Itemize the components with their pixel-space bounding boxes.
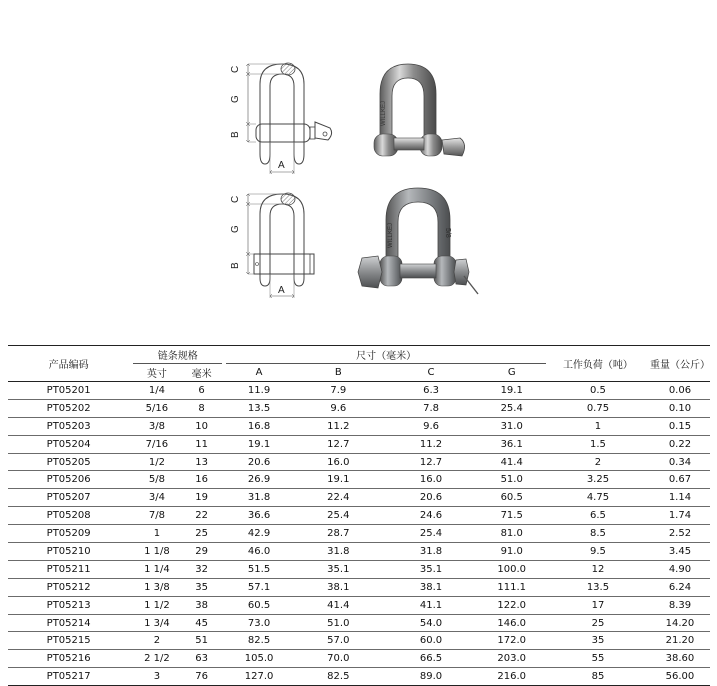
- cell-dim-b: 82.5: [292, 668, 385, 686]
- cell-product-code: PT05214: [8, 614, 129, 632]
- shackle-photo-bolt-nut: [356, 184, 486, 300]
- cell-dim-c: 31.8: [385, 543, 478, 561]
- label-a: A: [278, 285, 285, 296]
- cell-weight: 2.52: [650, 525, 710, 543]
- cell-dim-g: 146.0: [477, 614, 546, 632]
- header-mm: 毫米: [191, 369, 212, 380]
- cell-product-code: PT05217: [8, 668, 129, 686]
- cell-inch: 5/16: [133, 399, 181, 417]
- cell-dim-b: 19.1: [292, 471, 385, 489]
- cell-dim-b: 51.0: [292, 614, 385, 632]
- cell-weight: 6.24: [650, 578, 710, 596]
- cell-dim-g: 91.0: [477, 543, 546, 561]
- cell-dim-c: 54.0: [385, 614, 478, 632]
- cell-dim-a: 105.0: [226, 650, 292, 668]
- specification-table: [8, 345, 710, 686]
- cell-working-load: 25: [550, 614, 646, 632]
- cell-dim-a: 73.0: [226, 614, 292, 632]
- cell-dim-c: 66.5: [385, 650, 478, 668]
- table-row: [8, 399, 710, 417]
- cell-mm: 16: [181, 471, 223, 489]
- cell-working-load: 35: [550, 632, 646, 650]
- cell-working-load: 2: [550, 453, 646, 471]
- cell-dim-g: 81.0: [477, 525, 546, 543]
- cell-dim-a: 46.0: [226, 543, 292, 561]
- cell-dim-c: 25.4: [385, 525, 478, 543]
- cell-mm: 76: [181, 668, 223, 686]
- cell-dim-g: 60.5: [477, 489, 546, 507]
- cell-dim-a: 19.1: [226, 435, 292, 453]
- cell-working-load: 55: [550, 650, 646, 668]
- cell-mm: 10: [181, 417, 223, 435]
- cell-weight: 3.45: [650, 543, 710, 561]
- cell-weight: 1.74: [650, 507, 710, 525]
- table-row: [8, 543, 710, 561]
- table-row: [8, 489, 710, 507]
- cell-dim-a: 60.5: [226, 596, 292, 614]
- cell-dim-b: 41.4: [292, 596, 385, 614]
- cell-product-code: PT05201: [8, 382, 129, 400]
- cell-dim-b: 22.4: [292, 489, 385, 507]
- cell-working-load: 13.5: [550, 578, 646, 596]
- cell-product-code: PT05205: [8, 453, 129, 471]
- cell-working-load: 0.5: [550, 382, 646, 400]
- cell-inch: 3: [133, 668, 181, 686]
- cell-inch: 1 1/4: [133, 560, 181, 578]
- cell-dim-b: 31.8: [292, 543, 385, 561]
- cell-dim-g: 41.4: [477, 453, 546, 471]
- cell-dim-c: 11.2: [385, 435, 478, 453]
- cell-dim-g: 19.1: [477, 382, 546, 400]
- label-c: C: [230, 195, 241, 203]
- cell-dim-c: 7.8: [385, 399, 478, 417]
- cell-inch: 1: [133, 525, 181, 543]
- cell-product-code: PT05207: [8, 489, 129, 507]
- cell-dim-a: 16.8: [226, 417, 292, 435]
- label-c: C: [230, 65, 241, 73]
- cell-working-load: 4.75: [550, 489, 646, 507]
- cell-dim-b: 9.6: [292, 399, 385, 417]
- cell-weight: 8.39: [650, 596, 710, 614]
- cell-dim-a: 11.9: [226, 382, 292, 400]
- cell-inch: 2 1/2: [133, 650, 181, 668]
- cell-dim-a: 82.5: [226, 632, 292, 650]
- cell-product-code: PT05213: [8, 596, 129, 614]
- cell-dim-c: 35.1: [385, 560, 478, 578]
- cell-dim-a: 20.6: [226, 453, 292, 471]
- cell-product-code: PT05202: [8, 399, 129, 417]
- cell-mm: 8: [181, 399, 223, 417]
- cell-mm: 6: [181, 382, 223, 400]
- cell-working-load: 3.25: [550, 471, 646, 489]
- cell-dim-g: 31.0: [477, 417, 546, 435]
- cell-product-code: PT05211: [8, 560, 129, 578]
- table-row: [8, 668, 710, 686]
- cell-dim-g: 216.0: [477, 668, 546, 686]
- cell-working-load: 1: [550, 417, 646, 435]
- table-header: [8, 346, 710, 382]
- cell-working-load: 85: [550, 668, 646, 686]
- cell-mm: 38: [181, 596, 223, 614]
- label-b: B: [230, 131, 241, 138]
- cell-product-code: PT05216: [8, 650, 129, 668]
- cell-mm: 32: [181, 560, 223, 578]
- cell-dim-a: 57.1: [226, 578, 292, 596]
- cell-dim-c: 60.0: [385, 632, 478, 650]
- cell-mm: 11: [181, 435, 223, 453]
- cell-product-code: PT05212: [8, 578, 129, 596]
- cell-weight: 0.10: [650, 399, 710, 417]
- cell-dim-g: 111.1: [477, 578, 546, 596]
- size-mark: 5/8: [444, 228, 451, 238]
- cell-inch: 1 3/4: [133, 614, 181, 632]
- table-row: [8, 417, 710, 435]
- cell-dim-a: 51.5: [226, 560, 292, 578]
- table-row: [8, 632, 710, 650]
- cell-dim-a: 127.0: [226, 668, 292, 686]
- table-row: [8, 382, 710, 400]
- shackle-diagram-round-pin: [226, 56, 344, 176]
- cell-dim-c: 9.6: [385, 417, 478, 435]
- cell-dim-c: 41.1: [385, 596, 478, 614]
- cell-weight: 4.90: [650, 560, 710, 578]
- cell-dim-b: 35.1: [292, 560, 385, 578]
- header-col-a: A: [255, 367, 263, 378]
- header-chain-spec: 链条规格: [133, 346, 222, 364]
- cell-mm: 29: [181, 543, 223, 561]
- cell-dim-a: 13.5: [226, 399, 292, 417]
- label-g: G: [230, 95, 241, 103]
- cell-dim-b: 70.0: [292, 650, 385, 668]
- cell-dim-c: 12.7: [385, 453, 478, 471]
- cell-weight: 1.14: [650, 489, 710, 507]
- cell-weight: 0.06: [650, 382, 710, 400]
- cell-dim-b: 57.0: [292, 632, 385, 650]
- table-row: [8, 507, 710, 525]
- header-dimensions: 尺寸（毫米）: [226, 346, 546, 364]
- cell-mm: 22: [181, 507, 223, 525]
- cell-inch: 5/8: [133, 471, 181, 489]
- table-body: [8, 382, 710, 686]
- cell-product-code: PT05208: [8, 507, 129, 525]
- cell-dim-g: 100.0: [477, 560, 546, 578]
- cell-dim-b: 16.0: [292, 453, 385, 471]
- header-inch: 英寸: [146, 369, 167, 380]
- cell-inch: 1 1/8: [133, 543, 181, 561]
- cell-dim-b: 38.1: [292, 578, 385, 596]
- table-row: [8, 525, 710, 543]
- cell-dim-c: 20.6: [385, 489, 478, 507]
- cell-weight: 56.00: [650, 668, 710, 686]
- table-row: [8, 596, 710, 614]
- cell-working-load: 8.5: [550, 525, 646, 543]
- cell-weight: 0.67: [650, 471, 710, 489]
- shackle-photo-screw-pin: [368, 60, 478, 175]
- cell-mm: 63: [181, 650, 223, 668]
- cell-weight: 21.20: [650, 632, 710, 650]
- header-working-load: 工作负荷（吨）: [562, 360, 633, 371]
- stamp-text: WILLKEJ: [381, 100, 387, 126]
- cell-weight: 14.20: [650, 614, 710, 632]
- cell-dim-b: 11.2: [292, 417, 385, 435]
- stamp-text: WILLKEJ: [388, 222, 394, 248]
- cell-dim-g: 51.0: [477, 471, 546, 489]
- cell-working-load: 17: [550, 596, 646, 614]
- table-row: [8, 435, 710, 453]
- cell-dim-c: 16.0: [385, 471, 478, 489]
- cell-inch: 3/4: [133, 489, 181, 507]
- cell-inch: 3/8: [133, 417, 181, 435]
- table-row: [8, 560, 710, 578]
- cell-dim-g: 36.1: [477, 435, 546, 453]
- cell-dim-g: 203.0: [477, 650, 546, 668]
- cell-product-code: PT05209: [8, 525, 129, 543]
- cell-weight: 0.15: [650, 417, 710, 435]
- cell-working-load: 12: [550, 560, 646, 578]
- cell-mm: 19: [181, 489, 223, 507]
- cell-dim-b: 12.7: [292, 435, 385, 453]
- cell-dim-a: 26.9: [226, 471, 292, 489]
- shackle-diagram-bolt-type: [226, 186, 344, 302]
- cell-weight: 0.34: [650, 453, 710, 471]
- table-row: [8, 650, 710, 668]
- cell-working-load: 0.75: [550, 399, 646, 417]
- cell-working-load: 9.5: [550, 543, 646, 561]
- cell-inch: 7/16: [133, 435, 181, 453]
- cell-dim-g: 71.5: [477, 507, 546, 525]
- cell-mm: 35: [181, 578, 223, 596]
- cell-mm: 45: [181, 614, 223, 632]
- cell-weight: 0.22: [650, 435, 710, 453]
- cell-mm: 25: [181, 525, 223, 543]
- cell-inch: 1 3/8: [133, 578, 181, 596]
- cell-dim-c: 24.6: [385, 507, 478, 525]
- table-row: [8, 614, 710, 632]
- cell-dim-a: 36.6: [226, 507, 292, 525]
- label-a: A: [278, 160, 285, 171]
- table-row: [8, 453, 710, 471]
- label-b: B: [230, 262, 241, 269]
- cell-dim-g: 172.0: [477, 632, 546, 650]
- cell-mm: 13: [181, 453, 223, 471]
- header-col-b: B: [334, 367, 342, 378]
- header-product-code: 产品编码: [48, 360, 89, 371]
- table-row: [8, 578, 710, 596]
- cell-working-load: 1.5: [550, 435, 646, 453]
- table-row: [8, 471, 710, 489]
- cell-product-code: PT05203: [8, 417, 129, 435]
- cell-dim-a: 42.9: [226, 525, 292, 543]
- cell-inch: 1/2: [133, 453, 181, 471]
- cell-product-code: PT05210: [8, 543, 129, 561]
- cell-product-code: PT05204: [8, 435, 129, 453]
- cell-dim-g: 25.4: [477, 399, 546, 417]
- cell-dim-b: 25.4: [292, 507, 385, 525]
- cell-dim-b: 28.7: [292, 525, 385, 543]
- cell-dim-a: 31.8: [226, 489, 292, 507]
- cell-inch: 7/8: [133, 507, 181, 525]
- cell-weight: 38.60: [650, 650, 710, 668]
- cell-dim-g: 122.0: [477, 596, 546, 614]
- cell-dim-c: 6.3: [385, 382, 478, 400]
- cell-dim-c: 38.1: [385, 578, 478, 596]
- cell-product-code: PT05206: [8, 471, 129, 489]
- header-col-c: C: [427, 367, 435, 378]
- cell-mm: 51: [181, 632, 223, 650]
- label-g: G: [230, 225, 241, 233]
- cell-dim-c: 89.0: [385, 668, 478, 686]
- header-weight: 重量（公斤）: [649, 360, 710, 371]
- cell-dim-b: 7.9: [292, 382, 385, 400]
- cell-product-code: PT05215: [8, 632, 129, 650]
- header-col-g: G: [507, 367, 516, 378]
- cell-inch: 1 1/2: [133, 596, 181, 614]
- cell-inch: 2: [133, 632, 181, 650]
- cell-inch: 1/4: [133, 382, 181, 400]
- cell-working-load: 6.5: [550, 507, 646, 525]
